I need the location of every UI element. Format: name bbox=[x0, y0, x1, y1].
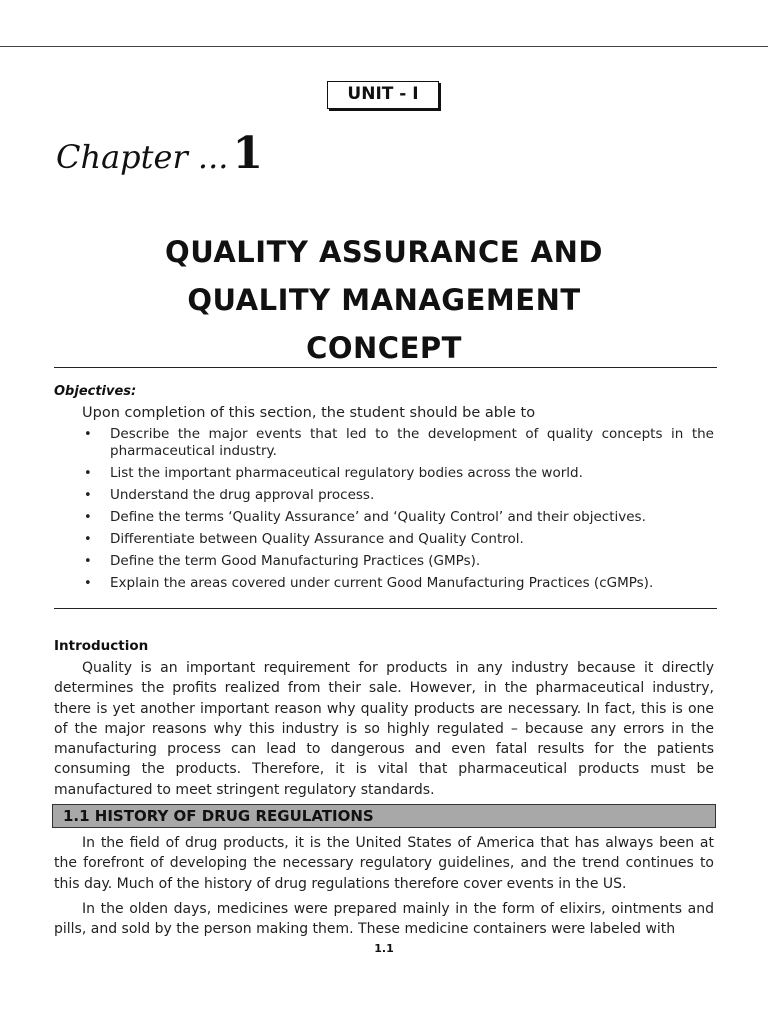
list-item bbox=[82, 509, 714, 526]
list-item-text: Differentiate between Quality Assurance and Quality Control. bbox=[110, 531, 524, 547]
chapter-number: 1 bbox=[232, 128, 264, 179]
chapter-heading bbox=[56, 128, 263, 179]
objectives-bottom-rule bbox=[54, 608, 717, 609]
objectives-top-rule bbox=[54, 367, 717, 368]
title-line: CONCEPT bbox=[306, 331, 462, 365]
introduction-paragraph: Quality is an important requirement for products in any industry because it directly determines the profits realized from their sale. However, in the pharmaceutical industry, there is yet another important reason why quality products are necessary. In fact, this is one of the major reasons why this industry is so highly regulated – because any errors in the manufacturing process can lead to dangerous and even fatal results for the patients consuming the products. Therefore, it is vital that pharmaceutical products must be manufactured to meet stringent regulatory standards. bbox=[54, 660, 714, 798]
bullet-icon: • bbox=[84, 554, 92, 569]
introduction-heading: Introduction bbox=[54, 638, 149, 654]
top-rule bbox=[0, 46, 768, 47]
bullet-icon: • bbox=[84, 576, 92, 591]
bullet-icon: • bbox=[84, 532, 92, 547]
list-item-text: List the important pharmaceutical regulatory bodies across the world. bbox=[110, 465, 583, 481]
unit-label: UNIT - I bbox=[327, 81, 439, 109]
list-item-text: Understand the drug approval process. bbox=[110, 487, 375, 503]
list-item bbox=[82, 465, 714, 482]
chapter-title bbox=[0, 228, 768, 372]
objectives-heading: Objectives: bbox=[54, 384, 137, 399]
section-heading: 1.1 HISTORY OF DRUG REGULATIONS bbox=[52, 804, 716, 828]
list-item bbox=[82, 426, 714, 460]
list-item bbox=[82, 553, 714, 570]
list-item-text: Define the term Good Manufacturing Practices (GMPs). bbox=[110, 553, 481, 569]
objectives-intro: Upon completion of this section, the student should be able to bbox=[82, 405, 536, 421]
list-item bbox=[82, 531, 714, 548]
bullet-icon: • bbox=[84, 488, 92, 503]
page-number: 1.1 bbox=[374, 942, 394, 955]
chapter-word: Chapter ... bbox=[56, 138, 229, 176]
objectives-list bbox=[82, 426, 714, 597]
section-paragraph: In the field of drug products, it is the United States of America that has always been at the forefront of developing the necessary regulatory guidelines, and the trend continues to this day. Much of the history of drug regulations therefore cover events in the US. bbox=[54, 835, 714, 892]
bullet-icon: • bbox=[84, 466, 92, 481]
title-line: QUALITY ASSURANCE AND bbox=[165, 235, 603, 269]
list-item-text: Explain the areas covered under current Good Manufacturing Practices (cGMPs). bbox=[110, 575, 654, 591]
list-item bbox=[82, 575, 714, 592]
list-item-text: Describe the major events that led to the development of quality concepts in the pharmaceutical industry. bbox=[110, 426, 714, 459]
section-paragraph: In the olden days, medicines were prepared mainly in the form of elixirs, ointments and pills, and sold by the person making them. These medicine containers were labeled with bbox=[54, 901, 714, 938]
list-item-text: Define the terms ‘Quality Assurance’ and ‘Quality Control’ and their objectives. bbox=[110, 509, 646, 525]
list-item bbox=[82, 487, 714, 504]
title-line: QUALITY MANAGEMENT bbox=[187, 283, 581, 317]
bullet-icon: • bbox=[84, 427, 92, 442]
bullet-icon: • bbox=[84, 510, 92, 525]
